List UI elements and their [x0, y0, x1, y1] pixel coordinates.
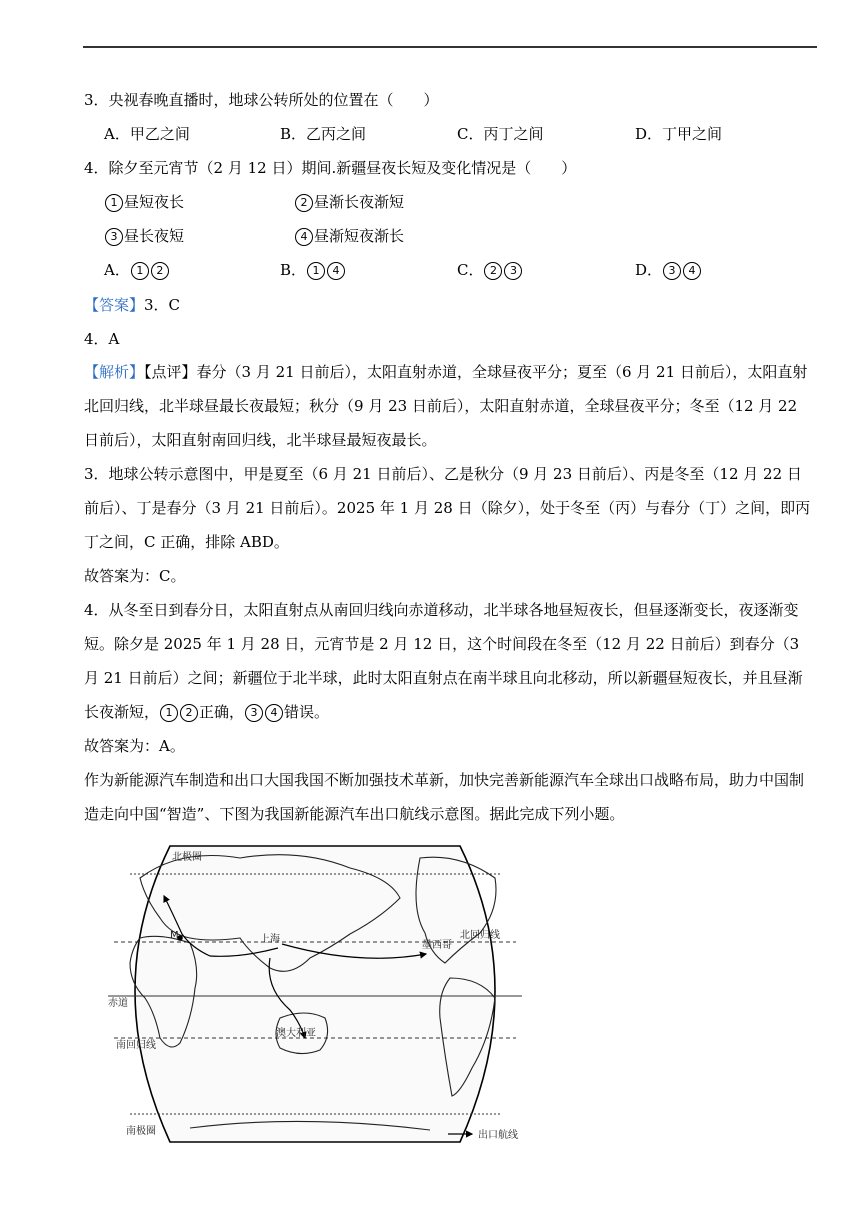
q4-statement-4: 4 昼渐短夜渐长 [294, 226, 404, 246]
legend-label: 出口航线 [478, 1130, 518, 1141]
analysis-paragraph-1: 【解析】【点评】春分（3 月 21 日前后），太阳直射赤道，全球昼夜平分；夏至（6 月 21 日前后），太阳直射北回归线，北半球昼最长夜最短；秋分（9 月 23 日前后），太阳直射赤道，全球昼夜平分；冬至（12 月 22 日前后），太阳直射南回归线，北半球昼最短夜最长。 [84, 363, 808, 449]
q3-option-a: A．甲乙之间 [104, 125, 190, 143]
intro-paragraph: 作为新能源汽车制造和出口大国我国不断加强技术革新，加快完善新能源汽车全球出口战略布局，助力中国制造走向中国“智造”、下图为我国新能源汽车出口航线示意图。据此完成下列小题。 [84, 771, 805, 823]
header-rule [83, 46, 817, 48]
analysis-paragraph-2: 3．地球公转示意图中，甲是夏至（6 月 21 日前后）、乙是秋分（9 月 23 日前后）、丙是冬至（12 月 22 日前后）、丁是春分（3 月 21 日前后）。2025 年 1 月 28 日（除夕），处于冬至（丙）与春分（丁）之间，即丙丁之间，C 正确，排除 ABD。 [84, 465, 811, 551]
q4-stem: 4．除夕至元宵节（2 月 12 日）期间.新疆昼夜长短及变化情况是（ ） [84, 159, 577, 177]
q4-option-c: C． 2 3 [457, 260, 523, 280]
equator-label: 赤道 [108, 998, 128, 1009]
analysis-paragraph-4: 4．从冬至日到春分日，太阳直射点从南回归线向赤道移动，北半球各地昼短夜长，但昼逐渐变长，夜逐渐变短。除夕是 2025 年 1 月 28 日，元宵节是 2 月 12 日，这个时间段在冬至（12 月 22 日前后）到春分（3 月 21 日前后）之间；新疆位于北半球，此时太阳直射点在南半球且向北移动，所以新疆昼短夜长，并且昼渐长夜渐短， 1 2 正确， 3 4 错误。 [84, 601, 803, 721]
mexico-label: 墨西哥 [422, 940, 452, 951]
q4-option-a: A． 1 2 [104, 260, 170, 280]
shanghai-label: 上海 [260, 934, 280, 945]
q3-option-d: D．丁甲之间 [635, 125, 723, 143]
q4-option-d: D． 3 4 [635, 260, 702, 280]
q4-option-b: B． 1 4 [280, 260, 346, 280]
m-label: M [170, 930, 179, 941]
answer-line-2: 4．A [84, 330, 120, 348]
tropic-of-capricorn-label: 南回归线 [116, 1040, 156, 1051]
q3-option-c: C．丙丁之间 [457, 125, 544, 143]
q4-statement-1: 1 昼短夜长 [104, 192, 184, 212]
australia-label: 澳大利亚 [276, 1028, 316, 1039]
export-route-map [100, 838, 530, 1150]
answer-tag: 【答案】 [84, 296, 145, 314]
analysis-conclusion-3: 故答案为：C。 [84, 567, 186, 585]
antarctic-circle-label: 南极圈 [126, 1126, 156, 1137]
q4-statement-2: 2 昼渐长夜渐短 [294, 192, 404, 212]
q3-stem: 3．央视春晚直播时，地球公转所处的位置在（ ） [84, 91, 439, 109]
analysis-tag: 【解析】 [84, 363, 145, 381]
q4-statement-3: 3 昼长夜短 [104, 226, 184, 246]
map-frame [135, 846, 495, 1142]
tropic-of-cancer-label: 北回归线 [460, 930, 500, 941]
q3-option-b: B．乙丙之间 [280, 125, 367, 143]
arctic-circle-label: 北极圈 [172, 852, 202, 863]
analysis-conclusion-4: 故答案为：A。 [84, 737, 185, 755]
answer-line-1: 【答案】3．C [84, 296, 181, 314]
